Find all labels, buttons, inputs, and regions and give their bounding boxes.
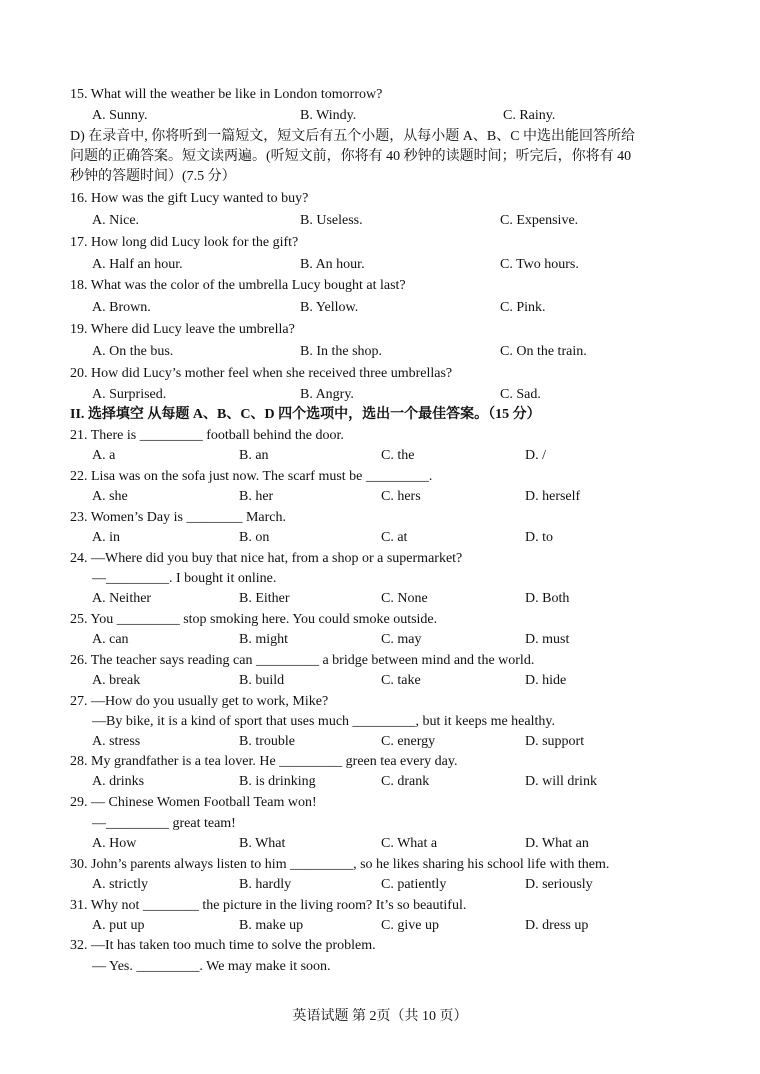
option-b: B. make up — [239, 918, 304, 933]
option-a: A. a — [92, 448, 116, 463]
question-stem: 18. What was the color of the umbrella Lucy bought at last? — [70, 278, 406, 293]
dialogue-reply: —_________ great team! — [92, 816, 236, 831]
question-stem: 21. There is _________ football behind the door. — [70, 428, 344, 443]
section-d-instructions-line2: 问题的正确答案。短文读两遍。(听短文前，你将有 40 秒钟的读题时间；听完后，你将有 40 — [70, 149, 632, 164]
option-c: C. What a — [381, 836, 438, 851]
option-c: C. On the train. — [500, 344, 587, 359]
option-a: A. break — [92, 673, 141, 688]
dialogue-reply: —By bike, it is a kind of sport that uses much _________, but it keeps me healthy. — [92, 714, 555, 729]
option-b: B. An hour. — [300, 257, 365, 272]
question-stem: 32. —It has taken too much time to solve the problem. — [70, 938, 376, 953]
question-stem: 30. John’s parents always listen to him _________, so he likes sharing his school life with them. — [70, 857, 610, 872]
option-d: D. / — [525, 448, 546, 463]
option-b: B. build — [239, 673, 285, 688]
option-c: C. None — [381, 591, 428, 606]
option-a: A. strictly — [92, 877, 148, 892]
option-c: C. may — [381, 632, 422, 647]
option-b: B. Windy. — [300, 108, 357, 123]
option-b: B. What — [239, 836, 286, 851]
option-c: C. at — [381, 530, 408, 545]
option-a: A. Brown. — [92, 300, 151, 315]
question-stem: 23. Women’s Day is ________ March. — [70, 510, 286, 525]
option-d: D. will drink — [525, 774, 597, 789]
dialogue-reply: —_________. I bought it online. — [92, 571, 277, 586]
question-stem: 20. How did Lucy’s mother feel when she received three umbrellas? — [70, 366, 453, 381]
option-a: A. put up — [92, 918, 145, 933]
option-d: D. dress up — [525, 918, 589, 933]
option-a: A. she — [92, 489, 128, 504]
question-stem: 28. My grandfather is a tea lover. He _________ green tea every day. — [70, 754, 458, 769]
section-d-instructions-line1: D) 在录音中, 你将听到一篇短文，短文后有五个小题，从每小题 A、B、C 中选出能回答所给 — [70, 129, 636, 144]
option-d: D. herself — [525, 489, 581, 504]
option-b: B. In the shop. — [300, 344, 383, 359]
question-stem: 15. What will the weather be like in London tomorrow? — [70, 87, 383, 102]
option-c: C. patiently — [381, 877, 447, 892]
option-b: B. Angry. — [300, 387, 354, 402]
question-stem: 29. — Chinese Women Football Team won! — [70, 795, 317, 810]
option-d: D. must — [525, 632, 570, 647]
section-d-instructions-line3: 秒钟的答题时间）(7.5 分） — [70, 169, 236, 184]
option-a: A. drinks — [92, 774, 145, 789]
option-b: B. hardly — [239, 877, 292, 892]
question-stem: 27. —How do you usually get to work, Mike? — [70, 694, 329, 709]
question-stem: 17. How long did Lucy look for the gift? — [70, 235, 299, 250]
option-b: B. Useless. — [300, 213, 363, 228]
option-b: B. might — [239, 632, 289, 647]
option-a: A. Neither — [92, 591, 152, 606]
question-stem: 25. You _________ stop smoking here. You could smoke outside. — [70, 612, 438, 627]
option-a: A. Surprised. — [92, 387, 167, 402]
option-c: C. Pink. — [500, 300, 546, 315]
option-d: D. hide — [525, 673, 567, 688]
option-b: B. Yellow. — [300, 300, 359, 315]
option-c: C. the — [381, 448, 415, 463]
option-a: A. can — [92, 632, 129, 647]
option-a: A. Sunny. — [92, 108, 148, 123]
option-b: B. her — [239, 489, 274, 504]
option-c: C. take — [381, 673, 421, 688]
option-b: B. an — [239, 448, 269, 463]
question-stem: 19. Where did Lucy leave the umbrella? — [70, 322, 295, 337]
dialogue-reply: — Yes. _________. We may make it soon. — [92, 959, 331, 974]
option-c: C. Two hours. — [500, 257, 579, 272]
question-stem: 26. The teacher says reading can _________ a bridge between mind and the world. — [70, 653, 535, 668]
option-a: A. How — [92, 836, 137, 851]
option-a: A. On the bus. — [92, 344, 174, 359]
option-d: D. Both — [525, 591, 570, 606]
option-b: B. on — [239, 530, 270, 545]
question-stem: 24. —Where did you buy that nice hat, from a shop or a supermarket? — [70, 551, 463, 566]
option-d: D. to — [525, 530, 553, 545]
option-c: C. energy — [381, 734, 436, 749]
page-footer: 英语试题 第 2页（共 10 页） — [292, 1009, 468, 1024]
option-d: D. What an — [525, 836, 589, 851]
option-c: C. hers — [381, 489, 421, 504]
option-a: A. Nice. — [92, 213, 140, 228]
option-a: A. Half an hour. — [92, 257, 183, 272]
section-ii-heading: II. 选择填空 从每题 A、B、C、D 四个选项中，选出一个最佳答案。（15 分） — [70, 407, 541, 422]
question-stem: 16. How was the gift Lucy wanted to buy? — [70, 191, 309, 206]
option-b: B. is drinking — [239, 774, 316, 789]
option-b: B. Either — [239, 591, 290, 606]
option-c: C. Sad. — [500, 387, 541, 402]
option-d: D. support — [525, 734, 585, 749]
option-b: B. trouble — [239, 734, 295, 749]
question-stem: 31. Why not ________ the picture in the living room? It’s so beautiful. — [70, 898, 467, 913]
option-d: D. seriously — [525, 877, 593, 892]
option-c: C. give up — [381, 918, 439, 933]
option-c: C. Expensive. — [500, 213, 579, 228]
option-c: C. Rainy. — [503, 108, 556, 123]
option-a: A. in — [92, 530, 120, 545]
question-stem: 22. Lisa was on the sofa just now. The scarf must be _________. — [70, 469, 433, 484]
option-c: C. drank — [381, 774, 430, 789]
option-a: A. stress — [92, 734, 141, 749]
